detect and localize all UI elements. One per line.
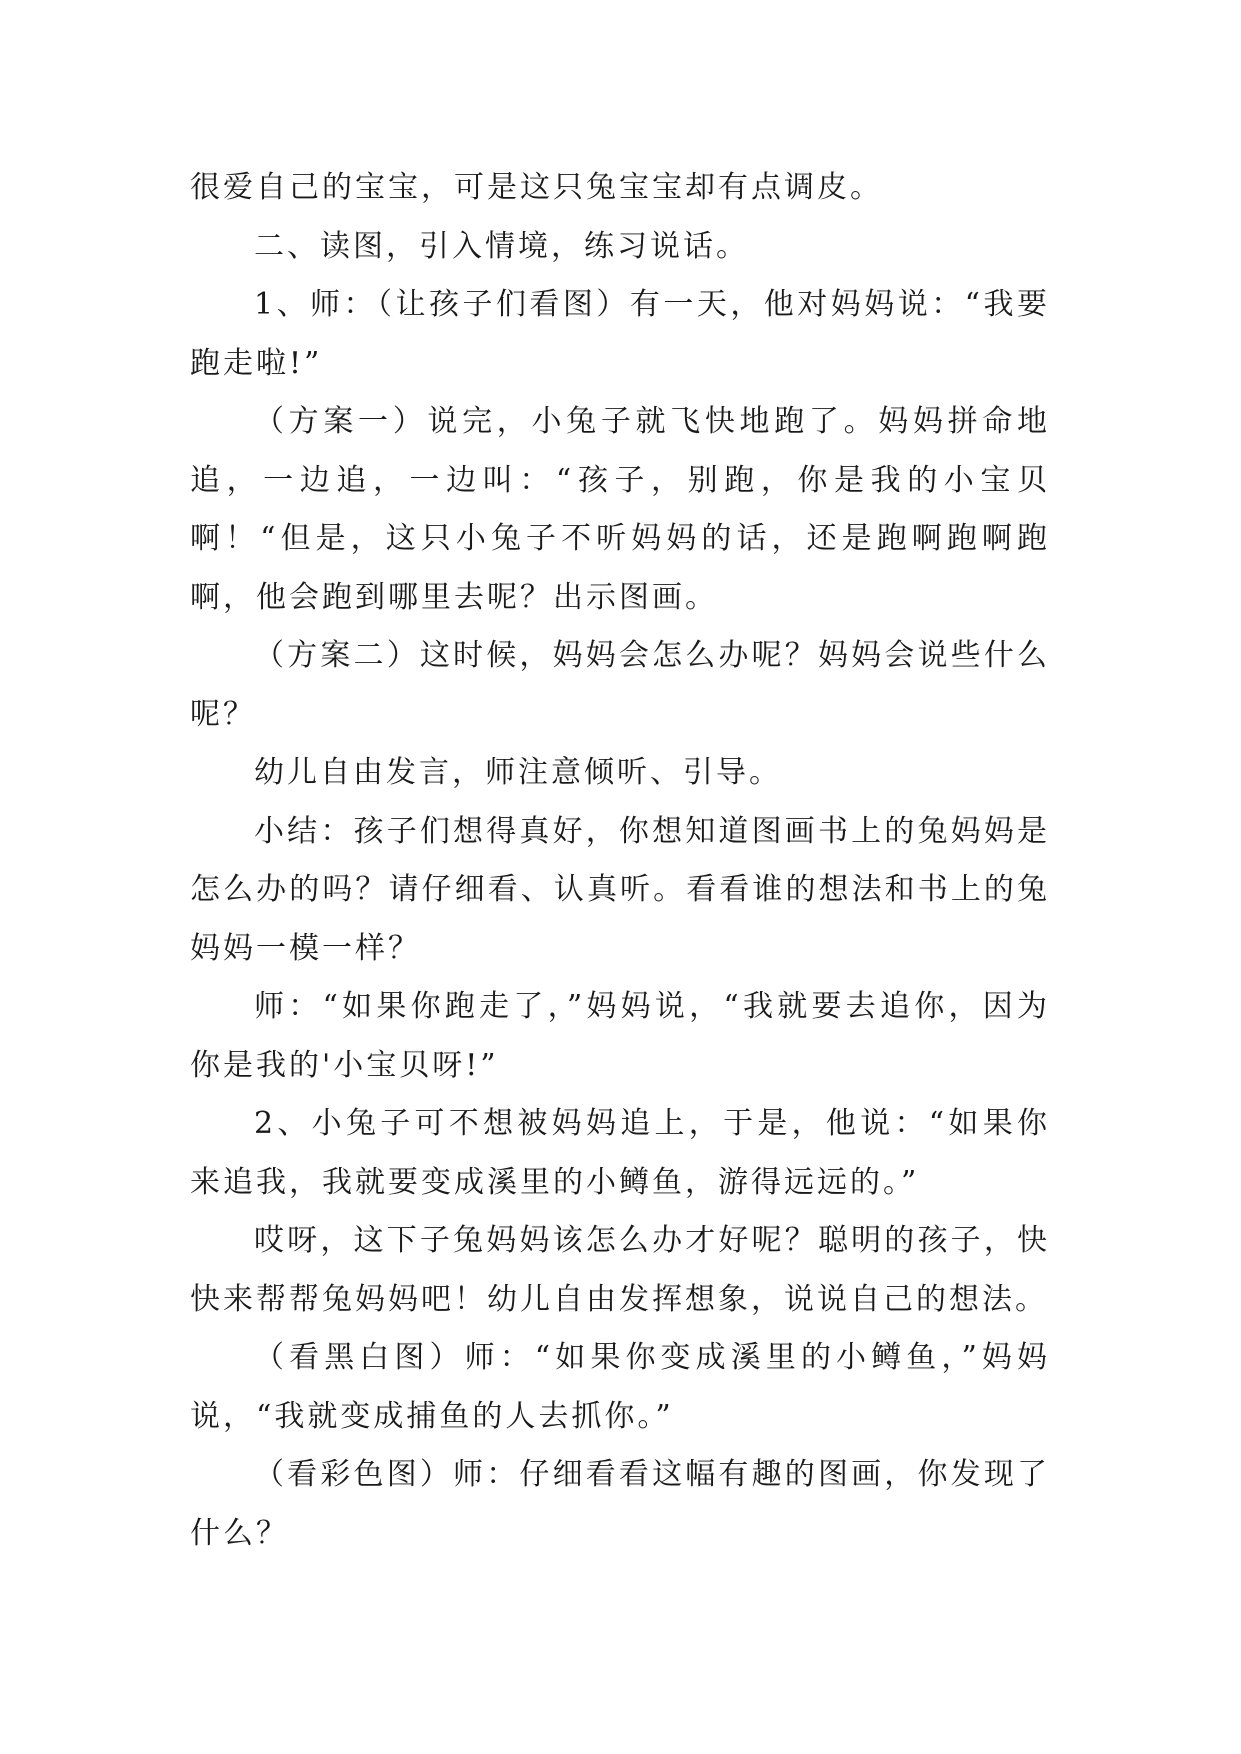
paragraph: （看彩色图）师：仔细看看这幅有趣的图画，你发现了什么？ [190, 1457, 1050, 1551]
paragraph: 哎呀，这下子兔妈妈该怎么办才好呢？聪明的孩子，快快来帮帮兔妈妈吧！幼儿自由发挥想象，说说自己的想法。 [190, 1223, 1050, 1317]
paragraph: 2、小兔子可不想被妈妈追上，于是，他说：“如果你来追我，我就要变成溪里的小鳟鱼，游得远远的。” [190, 1106, 1050, 1200]
paragraph: （方案二）这时候，妈妈会怎么办呢？妈妈会说些什么呢？ [190, 638, 1050, 732]
paragraph: （看黑白图）师：“如果你变成溪里的小鳟鱼，”妈妈说，“我就变成捕鱼的人去抓你。” [190, 1340, 1050, 1434]
paragraph: 小结：孩子们想得真好，你想知道图画书上的兔妈妈是怎么办的吗？请仔细看、认真听。看看谁的想法和书上的兔妈妈一模一样？ [190, 813, 1050, 966]
document-body [190, 159, 1050, 1563]
paragraph: （方案一）说完，小兔子就飞快地跑了。妈妈拼命地追，一边追，一边叫：“孩子，别跑，你是我的小宝贝啊！“但是，这只小兔子不听妈妈的话，还是跑啊跑啊跑啊，他会跑到哪里去呢？出示图画。 [190, 404, 1050, 615]
paragraph: 1、师：（让孩子们看图）有一天，他对妈妈说：“我要跑走啦!” [190, 287, 1050, 381]
paragraph: 幼儿自由发言，师注意倾听、引导。 [254, 755, 782, 790]
paragraph: 师：“如果你跑走了，”妈妈说，“我就要去追你，因为你是我的'小宝贝呀!” [190, 989, 1050, 1083]
paragraph-continuation: 很爱自己的宝宝，可是这只兔宝宝却有点调皮。 [190, 170, 883, 205]
section-heading: 二、读图，引入情境，练习说话。 [254, 228, 749, 264]
